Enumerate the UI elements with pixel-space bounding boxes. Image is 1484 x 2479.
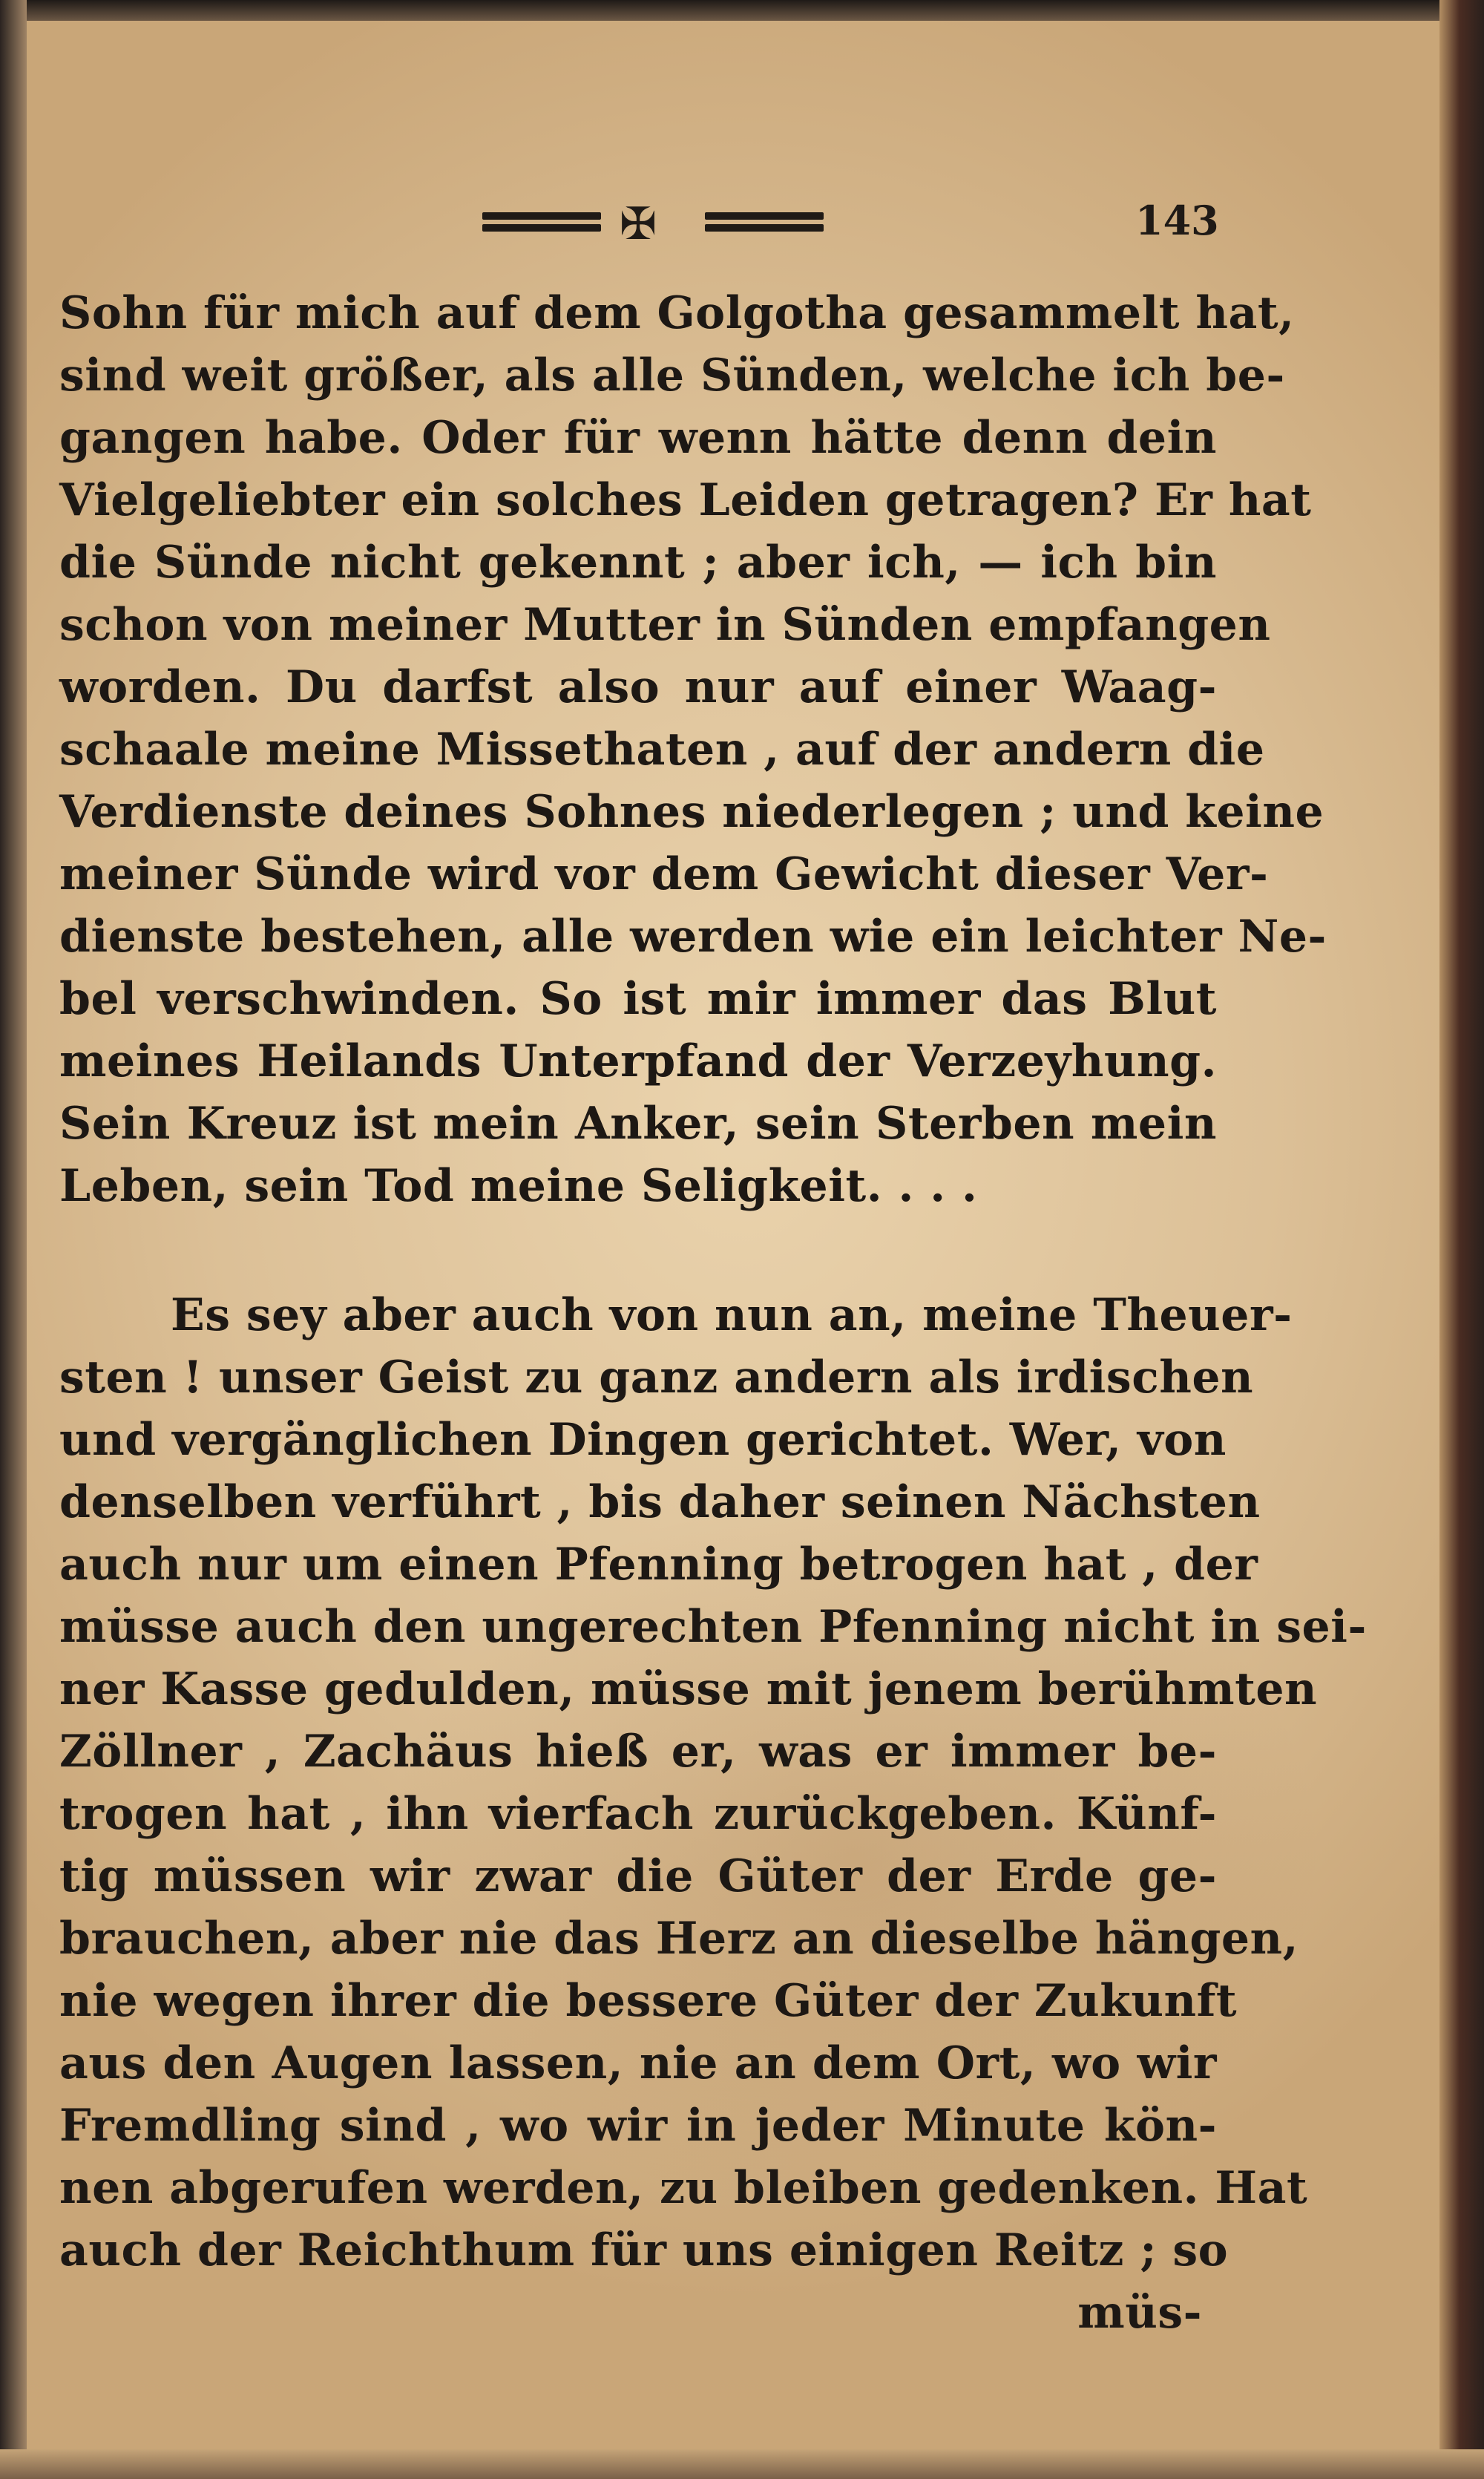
text-line: meiner Sünde wird vor dem Gewicht dieser Ver- [59,848,1269,900]
text-line: und vergänglichen Dingen gerichtet. Wer, von [59,1414,1227,1466]
page-edge-top [0,0,1484,21]
page-body [59,282,1367,2344]
paragraph-2 [59,1284,1367,2282]
page-header [0,189,1484,256]
text-line: ner Kasse gedulden, müsse mit jenem berühmten [59,1663,1318,1715]
text-line: sind weit größer, als alle Sünden, welche ich be- [59,350,1285,402]
page-edge-left [0,0,27,2479]
text-line: sten ! unser Geist zu ganz andern als irdischen [59,1352,1254,1404]
text-line: die Sünde nicht gekennt ; aber ich, — ich bin [59,537,1217,589]
text-line: trogen hat , ihn vierfach zurückgeben. Künf- [59,1788,1217,1840]
text-line: worden. Du darfst also nur auf einer Waag- [59,661,1217,713]
catchword: müs- [1077,2287,1202,2339]
text-line: nie wegen ihrer die bessere Güter der Zukunft [59,1975,1238,2027]
text-line: Zöllner , Zachäus hieß er, was er immer be- [59,1726,1217,1778]
paragraph-1 [59,282,1327,1217]
ornament-rule-left [482,209,601,235]
paragraph-gap [59,1217,1217,1284]
text-line: aus den Augen lassen, nie an dem Ort, wo wir [59,2037,1217,2089]
text-line: müsse auch den ungerechten Pfenning nicht in sei- [59,1601,1367,1653]
text-line: auch nur um einen Pfenning betrogen hat , der [59,1539,1258,1591]
text-line: Sein Kreuz ist mein Anker, sein Sterben mein [59,1098,1217,1150]
text-line: dienste bestehen, alle werden wie ein leichter Ne- [59,911,1327,963]
header-ornament [482,200,794,252]
text-line: auch der Reichthum für uns einigen Reitz ; so [59,2224,1229,2276]
text-line: denselben verführt , bis daher seinen Nächsten [59,1476,1261,1528]
text-line: Fremdling sind , wo wir in jeder Minute kön- [59,2100,1217,2152]
page-number: 143 [1135,197,1219,244]
text-line: schon von meiner Mutter in Sünden empfangen [59,599,1271,651]
ornament-rule-right [705,209,824,235]
page-edge-bottom [0,2449,1484,2479]
text-line: schaale meine Missethaten , auf der andern die [59,724,1265,776]
text-line: bel verschwinden. So ist mir immer das Blut [59,973,1217,1025]
text-line: meines Heilands Unterpfand der Verzeyhung. [59,1035,1217,1087]
text-line: Sohn für mich auf dem Golgotha gesammelt hat, [59,287,1295,339]
text-line: gangen habe. Oder für wenn hätte denn dein [59,412,1217,464]
text-line: Vielgeliebter ein solches Leiden getragen? Er hat [59,474,1312,526]
text-line: Es sey aber auch von nun an, meine Theuer- [171,1289,1293,1341]
text-line: Verdienste deines Sohnes niederlegen ; und keine [59,786,1324,838]
book-binding-edge [1439,0,1484,2479]
text-line: Leben, sein Tod meine Seligkeit. . . . [59,1160,978,1212]
text-line: nen abgerufen werden, zu bleiben gedenken. Hat [59,2162,1308,2214]
text-line: brauchen, aber nie das Herz an dieselbe hängen, [59,1913,1299,1965]
text-line: tig müssen wir zwar die Güter der Erde ge- [59,1850,1217,1902]
fleuron-icon: ✠ [619,198,657,250]
